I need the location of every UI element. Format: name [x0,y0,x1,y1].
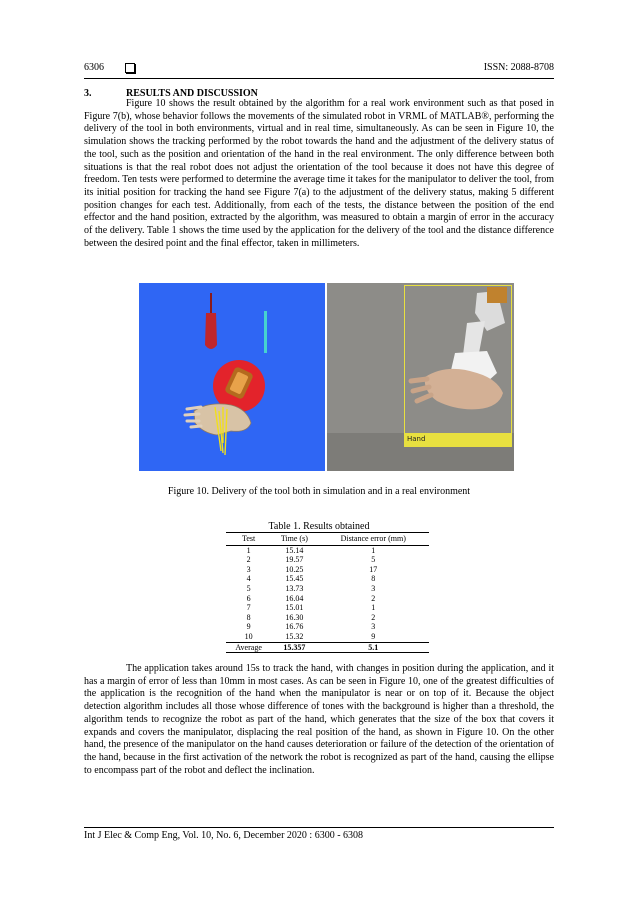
col-header-distance: Distance error (mm) [317,533,429,546]
page-number: 6306 [84,62,104,73]
cell-time: 19.57 [285,555,304,565]
tool-shape [264,311,267,353]
cell-time: 15.32 [285,631,304,641]
cell-error: 3 [371,583,376,593]
table-header-row [226,533,429,546]
journal-footer: Int J Elec & Comp Eng, Vol. 10, No. 6, December 2020 : 6300 - 6308 [84,830,364,841]
table-average-row [226,642,429,653]
cell-test: 1 [246,545,251,555]
cell-time: 15.01 [285,603,304,613]
simulation-panel [139,283,325,471]
screwdriver-handle [205,313,217,349]
results-table [226,532,429,653]
table-row [226,545,429,555]
screwdriver-shaft [210,293,212,313]
cell-error: 1 [371,603,376,613]
cell-time: 15.14 [285,545,304,555]
cell-error: 1 [371,545,376,555]
table-row [226,555,429,565]
table-row [226,613,429,623]
real-environment-panel [327,283,514,471]
cell-test: 9 [246,622,251,632]
table-row [226,622,429,632]
cell-error: 8 [371,574,376,584]
footer-rule [84,827,554,828]
figure-10 [139,283,514,471]
cell-average-time: 15.357 [271,642,317,653]
cell-test: 3 [246,564,251,574]
figure-caption: Figure 10. Delivery of the tool both in simulation and in a real environment [167,486,471,497]
cell-test: 5 [246,583,251,593]
issn: ISSN: 2088-8708 [483,62,554,73]
table-row [226,603,429,613]
cell-time: 13.73 [285,583,304,593]
cell-error: 9 [371,631,376,641]
col-header-time: Time (s) [271,533,317,546]
cell-average-error: 5.1 [317,642,429,653]
table-row [226,594,429,604]
cell-test: 4 [246,574,251,584]
cell-time: 16.76 [285,622,304,632]
cell-time: 15.45 [285,574,304,584]
cell-time: 16.30 [285,612,304,622]
cell-error: 2 [371,593,376,603]
cell-test: 8 [246,612,251,622]
table-row [226,574,429,584]
cell-time: 10.25 [285,564,304,574]
section-number: 3. [84,88,92,99]
cell-error: 3 [371,622,376,632]
hand-detection-label: Hand [404,433,512,446]
cell-test: 10 [244,631,253,641]
cell-average-label: Average [226,642,271,653]
paragraph-1: Figure 10 shows the result obtained by the algorithm for a real work environment such as that posed in Figure 7(b), whose behavior follows the movements of the simulated robot in VRML of MATLAB®, performing the delivery of the tool in both environments, virtual and in real time, simultaneously. As can be seen in Figure 10, the simulation shows the tracking performed by the robot towards the hand and the adjustment of the delivery status of the tool, such as the position and orientation of the hand in the real environment. The only difference between both situations is that the real robot does not adjust the orientation of the tool because it does not have this degree of freedom. Ten tests were performed to determine the average time it takes for the manipulator to deliver the tool, from its initial position for tracking the hand see Figure 7(a) to the adjustment of the delivery status, making 5 different position changes for each test. Additionally, from each of the tests, the distance between the position of the end effector and the hand position, extracted by the algorithm, was measured to obtain a margin of error in the accuracy of the delivery. Table 1 shows the time used by the application for the delivery of the tool and the distance difference between the desired point and the final effector, taken in millimeters. [84,98,554,249]
cell-test: 7 [246,603,251,613]
hand-detection-box [404,285,512,447]
header-box-icon [125,63,135,73]
cell-error: 2 [371,612,376,622]
cell-time: 16.04 [285,593,304,603]
cell-test: 2 [246,555,251,565]
table-row [226,565,429,575]
section-title: RESULTS AND DISCUSSION [126,88,258,99]
cell-error: 5 [371,555,376,565]
header-rule [84,78,554,79]
cell-test: 6 [246,593,251,603]
col-header-test: Test [226,533,271,546]
table-title: Table 1. Results obtained [268,521,370,532]
cell-error: 17 [369,564,378,574]
simulation-scene [139,283,325,471]
table-row [226,632,429,642]
table-row [226,584,429,594]
paragraph-2: The application takes around 15s to track the hand, with changes in position during the application, and it has a margin of error of less than 10mm in most cases. As can be seen in Figure 10, one of the greatest difficulties of the application is the recognition of the hand when the manipulator is near or on top of it. Because the object detection algorithm includes all those whose difference of tones with the background is higher than a threshold, the algorithm tends to recognize the robot as part of the hand, which generates that the size of the box that covers it expands and covers the manipulator, displacing the real position of the hand, as shown in Figure 10. On the other hand, the presence of the manipulator on the hand causes deterioration or failure of the detection of the orientation of the hand, because in the first activation of the network the robot is recognized as part of the hand, causing the ellipse to encompass part of the robot and deflect the inclination. [84,663,554,776]
